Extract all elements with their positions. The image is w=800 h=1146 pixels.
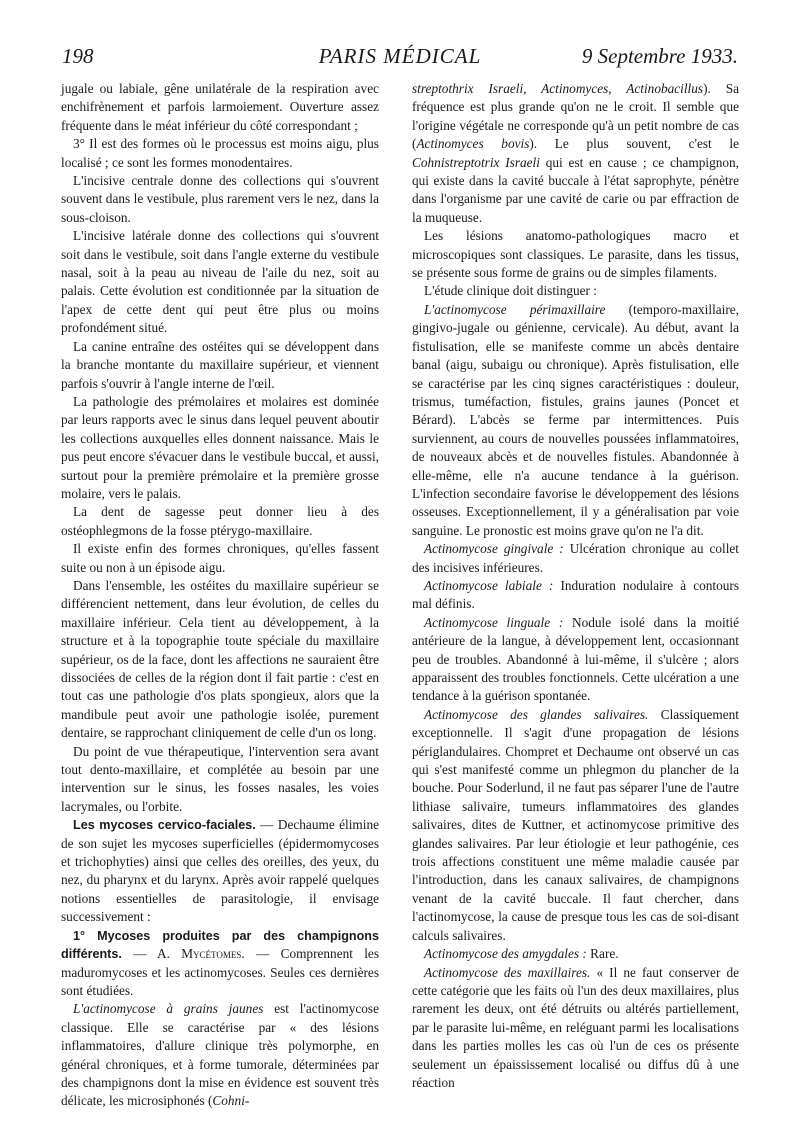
term: L'actinomycose périmaxillaire: [424, 301, 606, 317]
term: Actinomyces bovis: [416, 136, 530, 152]
paragraph: [61, 927, 379, 1001]
paragraph-text: Classiquement exceptionnelle. Il s'agit d'une propagation de lésions périglandulaires. Chompret et Dechaume ont observé un cas qui s'est manifesté comme un phlegmon du plancher de la bouche. Pour Soderlund, il ne faut pas séparer l'une de l'autre lithiase salivaire, tumeurs inflammatoires des glandes salivaires, dites de Kuttner, et actinomycose primitive des glandes salivaires. Par leur étiologie et leur pathogénie, ces trois affections constituent une même maladie causée par l'introduction, dans les canaux salivaires, de champignons venant de la cavité buccale. Il faut chercher, dans l'actinomycose, la cause de presque tous les cas de soi-disant calculs salivaires.: [412, 706, 739, 943]
paragraph-text: Rare.: [586, 946, 619, 962]
term: Actinomycose labiale :: [424, 577, 554, 593]
paragraph: [61, 816, 379, 926]
paragraph: La pathologie des prémolaires et molaires est dominée par leurs rapports avec le sinus dans lequel peuvent aboutir les collections auxquelles elles donnent naissance. Mais le pus peut encore s'évacuer dans le vestibule buccal, et aussi, surtout pour la première prémolaire et la première grosse molaire, vers le palais.: [61, 393, 379, 501]
page-number: 198: [62, 44, 94, 68]
paragraph-text: Ulcération chronique au collet des incisives inférieures.: [412, 541, 739, 575]
term: Actinomycose linguale :: [424, 614, 564, 630]
paragraph: Du point de vue thérapeutique, l'intervention sera avant tout dento-maxillaire, et complétée au besoin par une intervention sur le sinus, les fosses nasales, les voies lacrymales, ou l'orbite.: [61, 743, 379, 814]
term: Actinomycose gingivale :: [424, 541, 564, 557]
paragraph: [412, 706, 739, 945]
journal-title: PARIS MÉDICAL: [318, 44, 482, 68]
left-column: [61, 80, 379, 1111]
term: streptothrix Israeli, Actinomyces, Actinobacillus: [412, 81, 704, 96]
term: Actinomycose des glandes salivaires.: [424, 706, 649, 722]
term: Actinomycose des amygdales :: [424, 946, 587, 962]
paragraph: [412, 80, 739, 227]
paragraph: Les lésions anatomo-pathologiques macro et microscopiques sont classiques. Le parasite, dans les tissus, se présente sous forme de grains ou de simples filaments.: [412, 228, 739, 281]
paragraph: L'incisive latérale donne des collections qui s'ouvrent soit dans le vestibule, soit dans l'angle externe du vestibule nasal, soit à la peau au niveau de l'aile du nez, soit au palais. Cette évolution est conditionnée par la situation de l'apex de cette dent qui peut être plus ou moins profondément situé.: [61, 228, 379, 336]
paragraph-text: — Comprennent les maduromycoses et les actinomycoses. Seules ces dernières sont étudiées.: [61, 946, 380, 998]
paragraph-text: Induration nodulaire à contours mal définis.: [412, 577, 739, 612]
paragraph: [412, 577, 739, 614]
paragraph: [412, 964, 739, 1093]
paragraph: Il existe enfin des formes chroniques, qu'elles fassent suite ou non à un épisode aigu.: [61, 541, 379, 575]
paragraph: Dans l'ensemble, les ostéites du maxillaire supérieur se différencient nettement, dans leur évolution, de celles du maxillaire inférieur. Cela tient au développement, à la structure et à la topographie toute spéciale du maxillaire supérieur, os de la face, dont les affections ne sauraient être dissociées de celles de la région dont il fait partie : c'est en tout cas une pathologie d'os plats spongieux, alors que la mandibule peut avoir une pathologie isolée, purement dentaire, se rapprochant cliniquement de celle d'un os long.: [61, 577, 379, 741]
section-heading: Les mycoses cervico-faciales.: [73, 818, 256, 833]
paragraph: L'incisive centrale donne des collections qui s'ouvrent souvent dans le vestibule, plus rarement vers le nez, dans la sous-cloison.: [61, 173, 379, 225]
paragraph: La canine entraîne des ostéites qui se développent dans la branche montante du maxillaire supérieur, et viennent parfois s'ouvrir à l'angle interne de l'œil.: [61, 338, 379, 391]
paragraph-text: « Il ne faut conserver de cette catégorie que les faits où l'un des deux maxillaires, plus rarement les deux, ont été détruits ou altérés partiellement, par le parasite lui-même, en reléguant parmi les localisations dans les parties molles les cas où l'un de ces os présente seulement un épaississement localisé ou diffus dû à une réaction: [412, 964, 740, 1090]
paragraph: La dent de sagesse peut donner lieu à des ostéophlegmons de la fosse ptérygo-maxillaire.: [61, 504, 379, 538]
term: L'actinomycose à grains jaunes: [73, 1001, 264, 1017]
running-header: [62, 44, 738, 70]
term: Actinomycose des maxillaires.: [424, 964, 591, 980]
paragraph-text: Nodule isolé dans la moitié antérieure de la langue, à développement lent, occasionnant peu de troubles. Abandonné à lui-même, il s'ulcère ; alors apparaissent des troubles fonctionnels. Cette ulcération a une tendance à la guérison spontanée.: [412, 614, 739, 704]
paragraph-text: est l'actinomycose classique. Elle se caractérise par « des lésions inflammatoires, d'allure clinique très polymorphe, en général chroniques, et à forme tumorale, déterminées par des champignons dont la mise en évidence est souvent très délicate, les microsiphonés (: [61, 1001, 379, 1109]
issue-date: 9 Septembre 1933.: [581, 44, 738, 68]
paragraph: jugale ou labiale, gêne unilatérale de la respiration avec enchifrènement et parfois larmoiement. Ouverture assez fréquente dans le méat inférieur du côté correspondant ;: [61, 81, 379, 133]
paragraph: [412, 540, 739, 577]
paragraph: [412, 945, 739, 963]
paragraph-text: ). Sa fréquence est plus grande qu'on ne le croit. Il semble que l'origine végétale ne corresponde qu'à un petit nombre de cas (: [412, 81, 740, 152]
paragraph-text: — Dechaume élimine de son sujet les mycoses superficielles (épidermomycoses et trichophyties) ainsi que celles des oreilles, des yeux, du nez, du pharynx et du larynx. Après avoir rappelé quelques notions essentielles de parasitologie, il envisage successivement :: [61, 817, 380, 925]
right-column: [412, 80, 739, 1092]
subsection-heading: 1° Mycoses produites par des champignons différents.: [61, 928, 379, 962]
paragraph: L'étude clinique doit distinguer :: [424, 283, 598, 299]
paragraph-text: ). Le plus souvent, c'est le: [529, 136, 739, 152]
paragraph-text: qui est en cause ; ce champignon, qui existe dans la cavité buccale à l'état saprophyte, pénètre dans l'organisme par une cavité de carie ou par effraction de la muqueuse.: [412, 154, 739, 225]
paragraph: [61, 1000, 379, 1110]
term: Cohnistreptotrix Israeli: [412, 154, 540, 170]
paragraph-text: (temporo-maxillaire, gingivo-jugale ou génienne, cervicale). Au début, avant la fistulisation, elle se manifeste comme un abcès dentaire banal (aigu, subaigu ou chronique). Après fistulisation, elle se caractérise par les cinq signes caractéristiques : douleur, trismus, tuméfaction, fistules, grains jaunes (Poncet et Bérard). L'abcès se ferme par intermittences. Puis surviennent, au cours de nouvelles poussées inflammatoires, de nouveaux abcès et de nouvelles fistules. Abandonnée à elle-même, elle n'a aucune tendance à la guérison. L'infection secondaire favorise le développement des lésions osseuses. Exceptionnellement, il y a généralisation par voie sanguine. Le pronostic est moins grave qu'on ne l'a dit.: [412, 301, 740, 538]
subsection-label: — A. Mycétomes.: [121, 946, 245, 962]
paragraph: [412, 301, 739, 540]
paragraph: 3° Il est des formes où le processus est moins aigu, plus localisé ; ce sont les formes monodentaires.: [61, 136, 379, 170]
paragraph: [412, 614, 739, 706]
term: Cohni-: [212, 1093, 250, 1109]
